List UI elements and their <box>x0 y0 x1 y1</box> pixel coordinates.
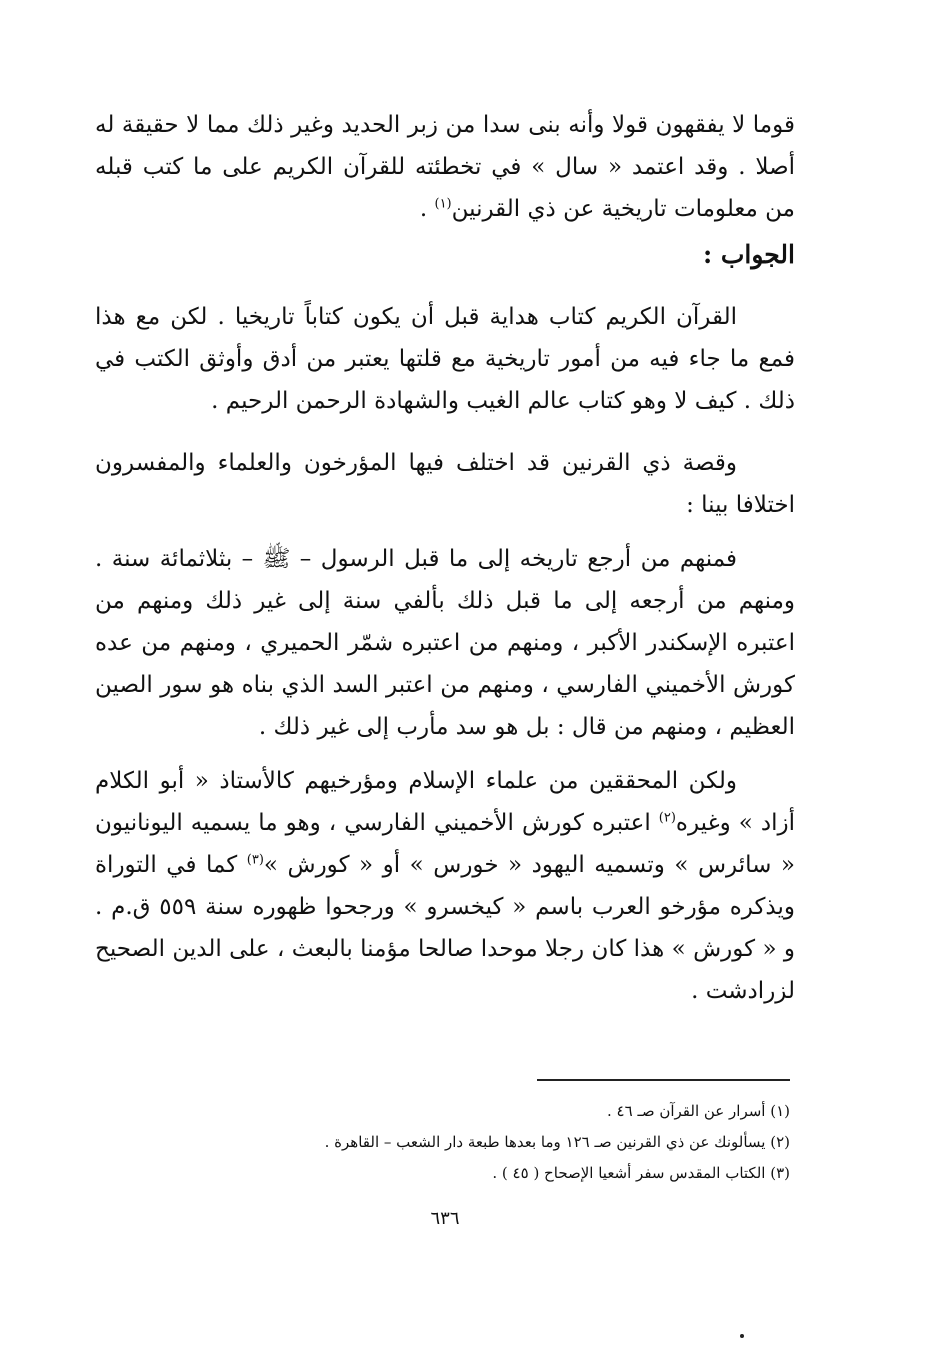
footnotes <box>150 1096 790 1189</box>
footnote-ref-2: (٢) <box>658 810 676 826</box>
footnote-ref-1: (١) <box>434 196 452 212</box>
paragraph-4-part-b: اعتبره كورش الأخميني الفارسي ، وهو ما يسميه اليونانيون « سائرس » وتسميه اليهود « خورس » أو « كورش » <box>95 810 795 878</box>
paragraph-4-part-a: ولكن المحققين من علماء الإسلام ومؤرخيهم كالأستاذ « أبو الكلام أزاد » وغيره <box>95 768 795 836</box>
footnote-ref-3: (٣) <box>246 852 264 868</box>
footnote-2: (٢) يسألونك عن ذي القرنين صـ ١٢٦ وما بعدها طبعة دار الشعب – القاهرة . <box>324 1133 790 1151</box>
paragraph-1-text: القرآن الكريم كتاب هداية قبل أن يكون كتاباً تاريخيا . لكن مع هذا فمع ما جاء فيه من أمور تاريخية مع قلتها يعتبر من أدق وأوثق الكتب في ذلك . كيف لا وهو كتاب عالم الغيب والشهادة الرحمن الرحيم . <box>95 304 795 414</box>
footnote-3: (٣) الكتاب المقدس سفر أشعيا الإصحاح ( ٤٥ ) . <box>492 1164 790 1182</box>
opening-paragraph <box>95 104 795 230</box>
opening-paragraph-tail: . <box>419 196 435 222</box>
footnote-separator <box>537 1079 790 1081</box>
opening-paragraph-text: قوما لا يفقهون قولا وأنه بنى سدا من زبر الحديد وغير ذلك مما لا حقيقة له أصلا . وقد اعتمد « سال » في تخطئته للقرآن الكريم على ما كتب قبله من معلومات تاريخية عن ذي القرنين <box>95 112 795 222</box>
paragraph-1 <box>95 296 795 422</box>
answer-heading: الجواب : <box>702 240 795 269</box>
footnote-1: (١) أسرار عن القرآن صـ ٤٦ . <box>607 1102 790 1120</box>
paragraph-4 <box>95 760 795 1012</box>
paragraph-2-text: وقصة ذي القرنين قد اختلف فيها المؤرخون والعلماء والمفسرون اختلافا بينا : <box>95 450 795 518</box>
paragraph-4-part-c: كما في التوراة ويذكره مؤرخو العرب باسم « كيخسرو » ورجحوا ظهوره سنة ٥٥٩ ق.م . و « كورش » هذا كان رجلا موحدا صالحا مؤمنا بالبعث ، على الدين الصحيح لزرادشت . <box>95 852 795 1004</box>
paragraph-3-text: فمنهم من أرجع تاريخه إلى ما قبل الرسول – ﷺ – بثلاثمائة سنة . ومنهم من أرجعه إلى ما قبل ذلك بألفي سنة إلى غير ذلك ومنهم من اعتبره الإسكندر الأكبر ، ومنهم من اعتبره شمّر الحميري ، ومنهم من عده كورش الأخميني الفارسي ، ومنهم من اعتبر السد الذي بناه هو سور الصين العظيم ، ومنهم من قال : بل هو سد مأرب إلى غير ذلك . <box>95 546 795 740</box>
paragraph-3 <box>95 538 795 748</box>
page-number: ٦٣٦ <box>430 1208 460 1229</box>
scan-speck <box>740 1334 744 1338</box>
paragraph-2 <box>95 442 795 526</box>
